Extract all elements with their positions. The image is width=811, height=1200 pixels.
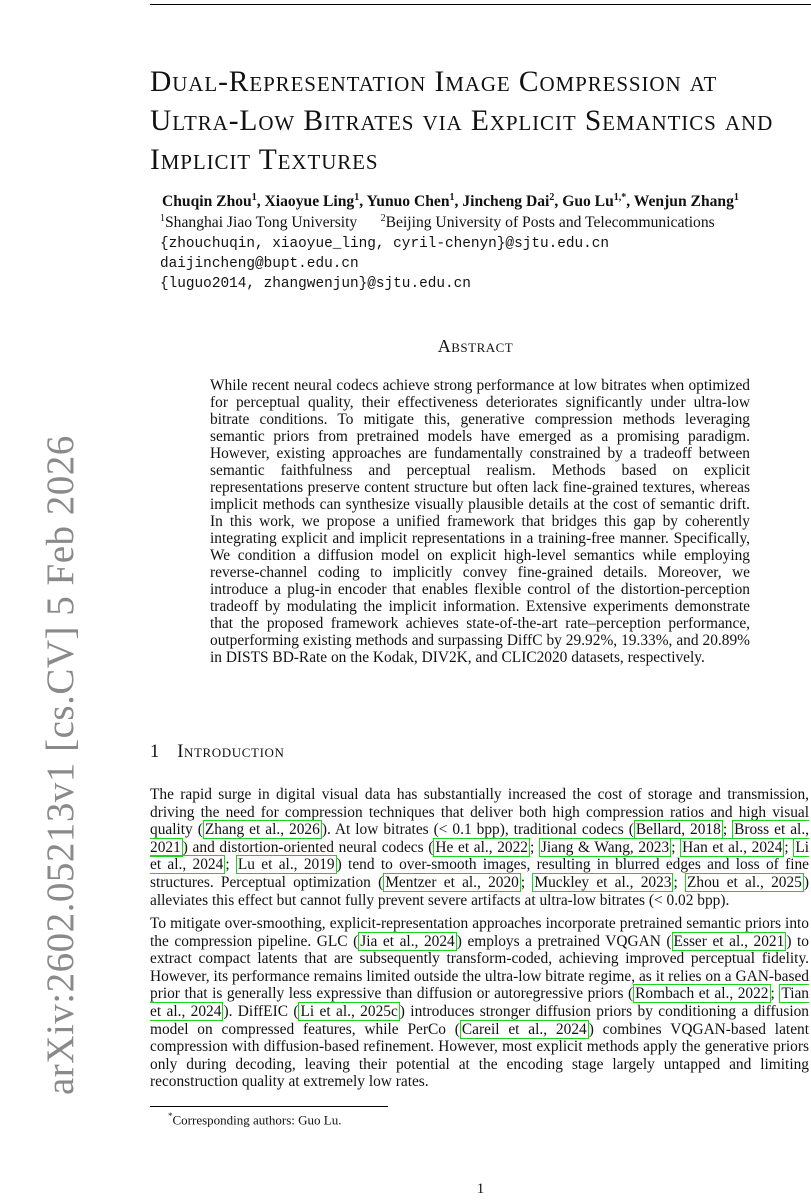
- citation-link[interactable]: Bellard, 2018: [635, 821, 721, 839]
- citation-link[interactable]: Han et al., 2024: [682, 838, 783, 856]
- author-affiliation-mark: 1: [354, 192, 360, 203]
- email-block: [160, 234, 609, 294]
- citation-link[interactable]: Zhang et al., 2026: [204, 821, 320, 839]
- author-affiliation-mark: 1,*: [613, 192, 627, 203]
- citation-link[interactable]: Muckley et al., 2023: [534, 873, 672, 891]
- arxiv-identifier: arXiv:2602.05213v1 [cs.CV] 5 Feb 2026: [39, 435, 82, 1095]
- footnote: [168, 1111, 341, 1128]
- citation-link[interactable]: Zhou et al., 2025: [687, 873, 802, 891]
- author-name: Jincheng Dai: [462, 193, 550, 211]
- citation-link[interactable]: Esser et al., 2021: [673, 932, 785, 950]
- author-affiliation-mark: 1: [733, 192, 739, 203]
- paper-title: Dual-Representation Image Compression at Ultra-Low Bitrates via Explicit Semantics and Implicit Textures: [150, 66, 774, 176]
- email-line: daijincheng@bupt.edu.cn: [160, 256, 359, 272]
- affiliation-number: 2: [380, 213, 386, 224]
- email-line: {luguo2014, zhangwenjun}@sjtu.edu.cn: [160, 276, 471, 292]
- abstract-heading: Abstract: [437, 336, 514, 356]
- citation-link[interactable]: Jia et al., 2024: [360, 932, 455, 950]
- affiliation-number: 1: [160, 213, 165, 224]
- author-name: Xiaoyue Ling: [264, 193, 355, 211]
- intro-paragraph-1: The rapid surge in digital visual data has substantially increased the cost of storage and transmission, driving the need for compression techniques that deliver both high compression ratios and high visual quality ( Zhang et al., 2026 ). At low bitrates (< 0.1 bpp), traditional codecs ( Bellard, 2018 ; Bross et al., 2021 ) and distortion-oriented neural codecs ( He et al., 2022 ; Jiang & Wang, 2023 ; Han et al., 2024 ; Li et al., 2024 ; Lu et al., 2019 ) tend to over-smooth images, resulting in blurred edges and loss of fine structures. Perceptual optimization ( Mentzer et al., 2020 ; Muckley et al., 2023 ; Zhou et al., 2025 ) alleviates this effect but cannot fully prevent severe artifacts at ultra-low bitrates (< 0.02 bpp).: [150, 786, 810, 909]
- citation-link[interactable]: Tian et al., 2024: [150, 985, 810, 1020]
- author-name: Wenjun Zhang: [633, 193, 734, 211]
- author-name: Chuqin Zhou: [162, 193, 252, 211]
- citation-link[interactable]: Careil et al., 2024: [461, 1020, 587, 1038]
- author-name: Guo Lu: [562, 193, 614, 211]
- citation-link[interactable]: Jiang & Wang, 2023: [540, 838, 670, 856]
- section-title: Introduction: [177, 742, 285, 762]
- footnote-rule: [150, 1106, 388, 1107]
- author-name: Yunuo Chen: [366, 193, 450, 211]
- section-number: 1: [150, 742, 160, 762]
- citation-link[interactable]: Bross et al., 2021: [150, 821, 810, 856]
- affiliation-name: Beijing University of Posts and Telecommunications: [385, 214, 715, 232]
- affiliations: [160, 213, 715, 232]
- affiliation-name: Shanghai Jiao Tong University: [165, 214, 358, 232]
- author-affiliation-mark: 1: [449, 192, 455, 203]
- author-list: Chuqin Zhou$^1$, Xiaoyue Ling$^1$, Yunuo Chen$^1$, Jincheng Dai$^2$, Guo $Lu^{1,*}$, Wenjun Zhang$^1$: [162, 192, 739, 211]
- abstract-text: While recent neural codecs achieve strong performance at low bitrates when optimized for perceptual quality, their effectiveness deteriorates significantly under ultra-low bitrate conditions. To mitigate this, generative compression methods leveraging semantic priors from pretrained models have emerged as a promising paradigm. However, existing approaches are fundamentally constrained by a tradeoff between semantic faithfulness and perceptual realism. Methods based on explicit representations preserve content structure but often lack fine-grained textures, whereas implicit methods can synthesize visually plausible details at the cost of semantic drift. In this work, we propose a unified framework that bridges this gap by coherently integrating explicit and implicit representations in a training-free manner. Specifically, We condition a diffusion model on explicit high-level semantics while employing reverse-channel coding to implicitly convey fine-grained details. Moreover, we introduce a plug-in encoder that enables flexible control of the distortion-perception tradeoff by modulating the implicit information. Extensive experiments demonstrate that the proposed framework achieves state-of-the-art rate–perception performance, outperforming existing methods and surpassing DiffC by 29.92%, 19.33%, and 20.89% in DISTS BD-Rate on the Kodak, DIV2K, and CLIC2020 datasets, respectively.: [210, 377, 750, 666]
- footnote-text: Corresponding authors: Guo Lu.: [172, 1112, 342, 1128]
- citation-link[interactable]: Li et al., 2024: [150, 838, 810, 874]
- citation-link[interactable]: Lu et al., 2019: [237, 856, 335, 874]
- top-rule: [150, 4, 811, 5]
- author-affiliation-mark: 2: [549, 192, 555, 203]
- citation-link[interactable]: He et al., 2022: [435, 838, 528, 856]
- author-affiliation-mark: 1: [251, 192, 257, 203]
- section-heading: [150, 742, 285, 763]
- intro-paragraph-2: To mitigate over-smoothing, explicit-representation approaches incorporate pretrained semantic priors into the compression pipeline. GLC ( Jia et al., 2024 ) employs a pretrained VQGAN ( Esser et al., 2021 ) to extract compact latents that are subsequently transform-coded, achieving improved perceptual fidelity. However, its performance remains limited outside the ultra-low bitrate regime, as it relies on a GAN-based prior that is generally less expressive than diffusion or autoregressive priors ( Rombach et al., 2022 ; Tian et al., 2024 ). DiffEIC ( Li et al., 2025c ) introduces stronger diffusion priors by conditioning a diffusion model on compressed features, while PerCo ( Careil et al., 2024 ) combines VQGAN-based latent compression with diffusion-based refinement. However, most explicit methods apply the generative priors only during decoding, leaving their potential at the encoding stage largely untapped and limiting reconstruction quality at extremely low rates.: [150, 915, 810, 1091]
- footnote-mark: *: [168, 1111, 173, 1121]
- citation-link[interactable]: Rombach et al., 2022: [635, 985, 769, 1003]
- citation-link[interactable]: Li et al., 2025c: [300, 1002, 398, 1020]
- citation-link[interactable]: Mentzer et al., 2020: [385, 873, 519, 891]
- email-line: {zhouchuqin, xiaoyue_ling, cyril-chenyn}@sjtu.edu.cn: [160, 236, 610, 252]
- page-number: 1: [476, 1181, 485, 1197]
